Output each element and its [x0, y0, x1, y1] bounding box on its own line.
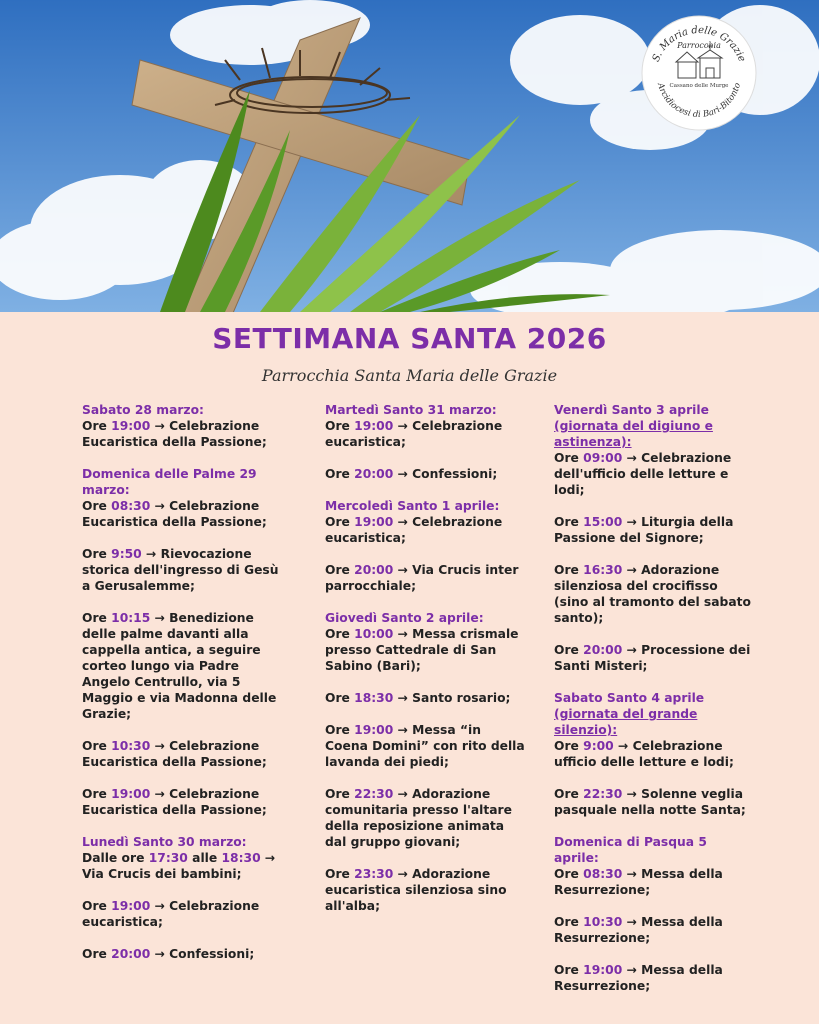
- schedule-entry: [82, 850, 287, 882]
- entry-time: 9:50: [111, 547, 142, 561]
- day-heading: [82, 834, 287, 850]
- schedule-entry: [325, 466, 525, 482]
- logo-bottom-text: Arcidiocesi di Bari-Bitonto: [654, 81, 744, 120]
- day-heading-text: Domenica di Pasqua 5 aprile:: [554, 835, 707, 865]
- schedule-entry: [82, 946, 287, 962]
- schedule-entry: [82, 498, 287, 530]
- entry-time: 16:30: [583, 563, 623, 577]
- day-block: [82, 834, 287, 962]
- logo-top-text: S. Maria delle Grazie: [650, 24, 748, 64]
- entry-time: 9:00: [583, 739, 614, 753]
- entry-prefix: Ore: [325, 867, 355, 881]
- entry-prefix: Ore: [325, 787, 355, 801]
- schedule-entry: [554, 914, 754, 946]
- schedule-entry: [554, 514, 754, 546]
- schedule-entry: [325, 722, 525, 770]
- entry-prefix: Ore: [82, 547, 112, 561]
- entry-time: 20:00: [111, 947, 151, 961]
- day-heading: [82, 466, 287, 498]
- schedule-entry: [325, 626, 525, 674]
- day-block: [82, 402, 287, 450]
- entry-prefix: Ore: [82, 499, 112, 513]
- entry-time: 10:30: [111, 739, 151, 753]
- entry-connector: alle: [187, 851, 222, 865]
- entry-description: → Celebrazione eucaristica;: [325, 515, 503, 545]
- schedule-entry: [554, 786, 754, 818]
- day-heading-note: (giornata del digiuno e astinenza):: [554, 419, 713, 449]
- logo-town-text: Cassano delle Murge: [669, 83, 729, 89]
- entry-time: 20:00: [583, 643, 623, 657]
- entry-prefix: Ore: [554, 915, 584, 929]
- schedule-entry: [325, 514, 525, 546]
- day-heading: [554, 402, 754, 450]
- entry-prefix: Ore: [82, 739, 112, 753]
- day-heading: [554, 690, 754, 738]
- day-heading-note: (giornata del grande silenzio):: [554, 707, 698, 737]
- schedule-entry: [325, 866, 525, 914]
- entry-description: → Celebrazione Eucaristica della Passione;: [82, 499, 267, 529]
- schedule-entry: [82, 418, 287, 450]
- entry-prefix: Ore: [554, 787, 584, 801]
- entry-description: → Messa crismale presso Cattedrale di San Sabino (Bari);: [325, 627, 519, 673]
- schedule-column-2: [325, 402, 525, 930]
- day-heading-text: Venerdì Santo 3 aprile: [554, 403, 709, 417]
- entry-description: → Confessioni;: [393, 467, 498, 481]
- day-block: [325, 610, 525, 914]
- day-heading-text: Sabato Santo 4 aprile: [554, 691, 705, 705]
- schedule-entry: [82, 546, 287, 594]
- schedule-entry: [554, 962, 754, 994]
- entry-time: 10:30: [583, 915, 623, 929]
- entry-time: 20:00: [354, 467, 394, 481]
- schedule-entry: [554, 866, 754, 898]
- entry-prefix: Ore: [325, 563, 355, 577]
- entry-time: 19:00: [354, 419, 394, 433]
- day-heading-text: Lunedì Santo 30 marzo:: [82, 835, 247, 849]
- entry-time: 19:00: [354, 723, 394, 737]
- day-block: [82, 466, 287, 818]
- schedule-entry: [325, 690, 525, 706]
- entry-description: → Messa della Resurrezione;: [554, 915, 723, 945]
- entry-time: 22:30: [354, 787, 394, 801]
- day-heading-text: Giovedì Santo 2 aprile:: [325, 611, 484, 625]
- entry-time: 19:00: [354, 515, 394, 529]
- schedule-entry: [325, 418, 525, 450]
- entry-description: → Celebrazione ufficio delle letture e lodi;: [554, 739, 734, 769]
- entry-time: 08:30: [111, 499, 151, 513]
- entry-prefix: Ore: [554, 739, 584, 753]
- entry-time: 17:30: [148, 851, 188, 865]
- entry-prefix: Ore: [82, 899, 112, 913]
- schedule-entry: [554, 562, 754, 626]
- day-heading-text: Domenica delle Palme 29 marzo:: [82, 467, 257, 497]
- day-block: [554, 690, 754, 818]
- entry-prefix: Ore: [82, 947, 112, 961]
- entry-prefix: Ore: [325, 723, 355, 737]
- day-block: [554, 402, 754, 674]
- day-heading-text: Martedì Santo 31 marzo:: [325, 403, 497, 417]
- page-subtitle: Parrocchia Santa Maria delle Grazie: [261, 366, 558, 385]
- schedule-entry: [554, 450, 754, 498]
- entry-time: 09:00: [583, 451, 623, 465]
- schedule-entry: [325, 786, 525, 850]
- entry-time: 10:00: [354, 627, 394, 641]
- entry-prefix: Ore: [554, 515, 584, 529]
- entry-prefix: Ore: [325, 467, 355, 481]
- entry-time: 18:30: [354, 691, 394, 705]
- logo-middle-text: Parrocchia: [677, 41, 721, 50]
- entry-prefix: Dalle ore: [82, 851, 149, 865]
- entry-prefix: Ore: [82, 787, 112, 801]
- day-heading: [325, 498, 525, 514]
- entry-prefix: Ore: [325, 691, 355, 705]
- entry-prefix: Ore: [325, 627, 355, 641]
- entry-prefix: Ore: [554, 963, 584, 977]
- entry-time: 19:00: [111, 899, 151, 913]
- schedule-entry: [82, 786, 287, 818]
- entry-description: → Benedizione delle palme davanti alla cappella antica, a seguire corteo lungo via Padre Angelo Centrullo, via 5 Maggio e via Madonna delle Grazie;: [82, 611, 277, 721]
- entry-description: → Via Crucis dei bambini;: [82, 851, 276, 881]
- entry-time: 19:00: [111, 419, 151, 433]
- entry-description: → Rievocazione storica dell'ingresso di Gesù a Gerusalemme;: [82, 547, 279, 593]
- entry-description: → Adorazione eucaristica silenziosa sino all'alba;: [325, 867, 507, 913]
- entry-prefix: Ore: [325, 419, 355, 433]
- entry-description: → Confessioni;: [150, 947, 255, 961]
- entry-description: → Solenne veglia pasquale nella notte Santa;: [554, 787, 746, 817]
- entry-description: → Messa “in Coena Domini” con rito della lavanda dei piedi;: [325, 723, 525, 769]
- day-block: [325, 402, 525, 482]
- entry-time-end: 18:30: [221, 851, 261, 865]
- day-heading: [325, 402, 525, 418]
- schedule-entry: [554, 738, 754, 770]
- hero-image: [0, 0, 819, 312]
- entry-time: 10:15: [111, 611, 151, 625]
- schedule-entry: [82, 898, 287, 930]
- entry-time: 19:00: [111, 787, 151, 801]
- entry-prefix: Ore: [554, 451, 584, 465]
- entry-description: → Celebrazione Eucaristica della Passione;: [82, 419, 267, 449]
- entry-description: → Celebrazione Eucaristica della Passione;: [82, 739, 267, 769]
- entry-prefix: Ore: [325, 515, 355, 529]
- entry-description: → Celebrazione eucaristica;: [325, 419, 503, 449]
- day-block: [554, 834, 754, 994]
- entry-prefix: Ore: [554, 643, 584, 657]
- schedule-column-1: [82, 402, 287, 978]
- entry-time: 19:00: [583, 963, 623, 977]
- entry-description: → Adorazione comunitaria presso l'altare della reposizione animata dal gruppo giovani;: [325, 787, 512, 849]
- day-heading: [325, 610, 525, 626]
- schedule-entry: [82, 738, 287, 770]
- day-heading-text: Mercoledì Santo 1 aprile:: [325, 499, 500, 513]
- entry-time: 22:30: [583, 787, 623, 801]
- day-heading: [554, 834, 754, 866]
- entry-description: → Liturgia della Passione del Signore;: [554, 515, 734, 545]
- page-title: SETTIMANA SANTA 2026: [212, 322, 607, 355]
- day-heading-text: Sabato 28 marzo:: [82, 403, 204, 417]
- day-heading: [82, 402, 287, 418]
- day-block: [325, 498, 525, 594]
- schedule-entry: [554, 642, 754, 674]
- entry-time: 15:00: [583, 515, 623, 529]
- entry-description: → Messa della Resurrezione;: [554, 963, 723, 993]
- schedule-entry: [325, 562, 525, 594]
- entry-description: → Celebrazione eucaristica;: [82, 899, 260, 929]
- entry-time: 08:30: [583, 867, 623, 881]
- schedule-entry: [82, 610, 287, 722]
- parish-logo: [640, 14, 758, 132]
- entry-description: → Messa della Resurrezione;: [554, 867, 723, 897]
- schedule-section: [0, 312, 819, 1024]
- entry-description: → Via Crucis inter parrocchiale;: [325, 563, 519, 593]
- entry-prefix: Ore: [554, 563, 584, 577]
- entry-time: 23:30: [354, 867, 394, 881]
- entry-description: → Adorazione silenziosa del crocifisso (sino al tramonto del sabato santo);: [554, 563, 751, 625]
- entry-prefix: Ore: [82, 611, 112, 625]
- entry-description: → Celebrazione dell'ufficio delle letture e lodi;: [554, 451, 732, 497]
- schedule-column-3: [554, 402, 754, 1010]
- entry-description: → Santo rosario;: [393, 691, 511, 705]
- entry-prefix: Ore: [554, 867, 584, 881]
- entry-time: 20:00: [354, 563, 394, 577]
- entry-description: → Processione dei Santi Misteri;: [554, 643, 751, 673]
- entry-description: → Celebrazione Eucaristica della Passione;: [82, 787, 267, 817]
- entry-prefix: Ore: [82, 419, 112, 433]
